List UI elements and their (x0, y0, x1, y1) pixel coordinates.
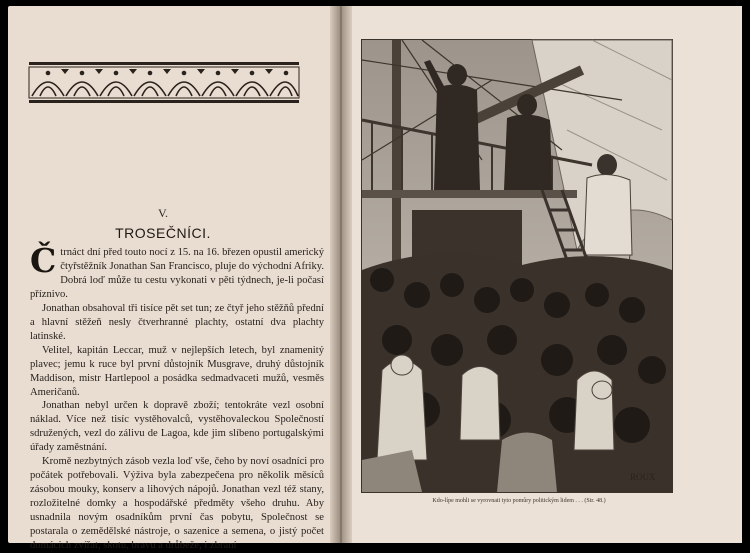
right-page (344, 6, 742, 543)
illustration-caption: Kdo-lípe mohli se vyrovnati tyto pomůry politickým lidem . . . (Str. 48.) (432, 498, 606, 504)
paragraph: Jonathan obsahoval tři tisíce pět set tun; ze čtyř jeho stěžňů přední a hlavní stěžeň nesly čtverhranné plachty, ostatní dva plachty latinské. (30, 302, 324, 342)
book-gutter (330, 6, 352, 543)
artist-signature: ROUX (630, 472, 656, 482)
drop-cap: Č (30, 241, 57, 280)
left-page (8, 6, 338, 552)
paragraph: Velitel, kapitán Leccar, muž v nejlepších letech, byl znamenitý plavec; jemu k ruce byl první důstojník Musgrave, druhý důstojník Maddison, mistr Hartlepool a posádka sedmadvaceti mužů, vesměs Američanů. (30, 344, 324, 398)
paragraph: Jonathan nebyl určen k dopravě zboží; tentokráte vezl osobní náklad. Více než tisíc vystěhovalců, vystěhovaleckou Společností sdružených, vezl do zálivu de Lagoa, kde jim slíbeno portugalskými úřady zaměstnání. (30, 400, 324, 454)
art-nouveau-headband-ornament (28, 60, 300, 106)
body-text (30, 241, 324, 553)
ship-deck-crowd-scene (362, 40, 672, 492)
paragraph: Kromě nezbytných zásob vezla loď vše, čeho by noví osadníci pro počátek potřebovali. Výživa byla zabezpečena pro několik měsíců zásobou mouky, konserv a lihových nápojů. Jonathan vezl též stany, rozložitelné domky a hospodářské předměty všeho druhu. Aby usnadnila novým osadníkům první čas pobytu, Společnost se postarala o zemědělské nástroje, o sazenice a semena, o jistý počet domácích zvířat, skotu, bravu a drůbeže, i zbraní (30, 456, 324, 552)
chapter-number: V. (157, 206, 169, 220)
chapter-title: TROSEČNÍCI. (115, 225, 211, 241)
paragraph-text: trnáct dní před touto nocí z 15. na 16. březen opustil americký čtyřstěžník Jonathan San Francisco, pluje do východní Afriky. Dobrá loď může tu cestu vykonati v pěti týdnech, je-li počasí příznivo. (30, 247, 324, 300)
engraving-illustration (361, 39, 673, 493)
paragraph (30, 241, 324, 302)
